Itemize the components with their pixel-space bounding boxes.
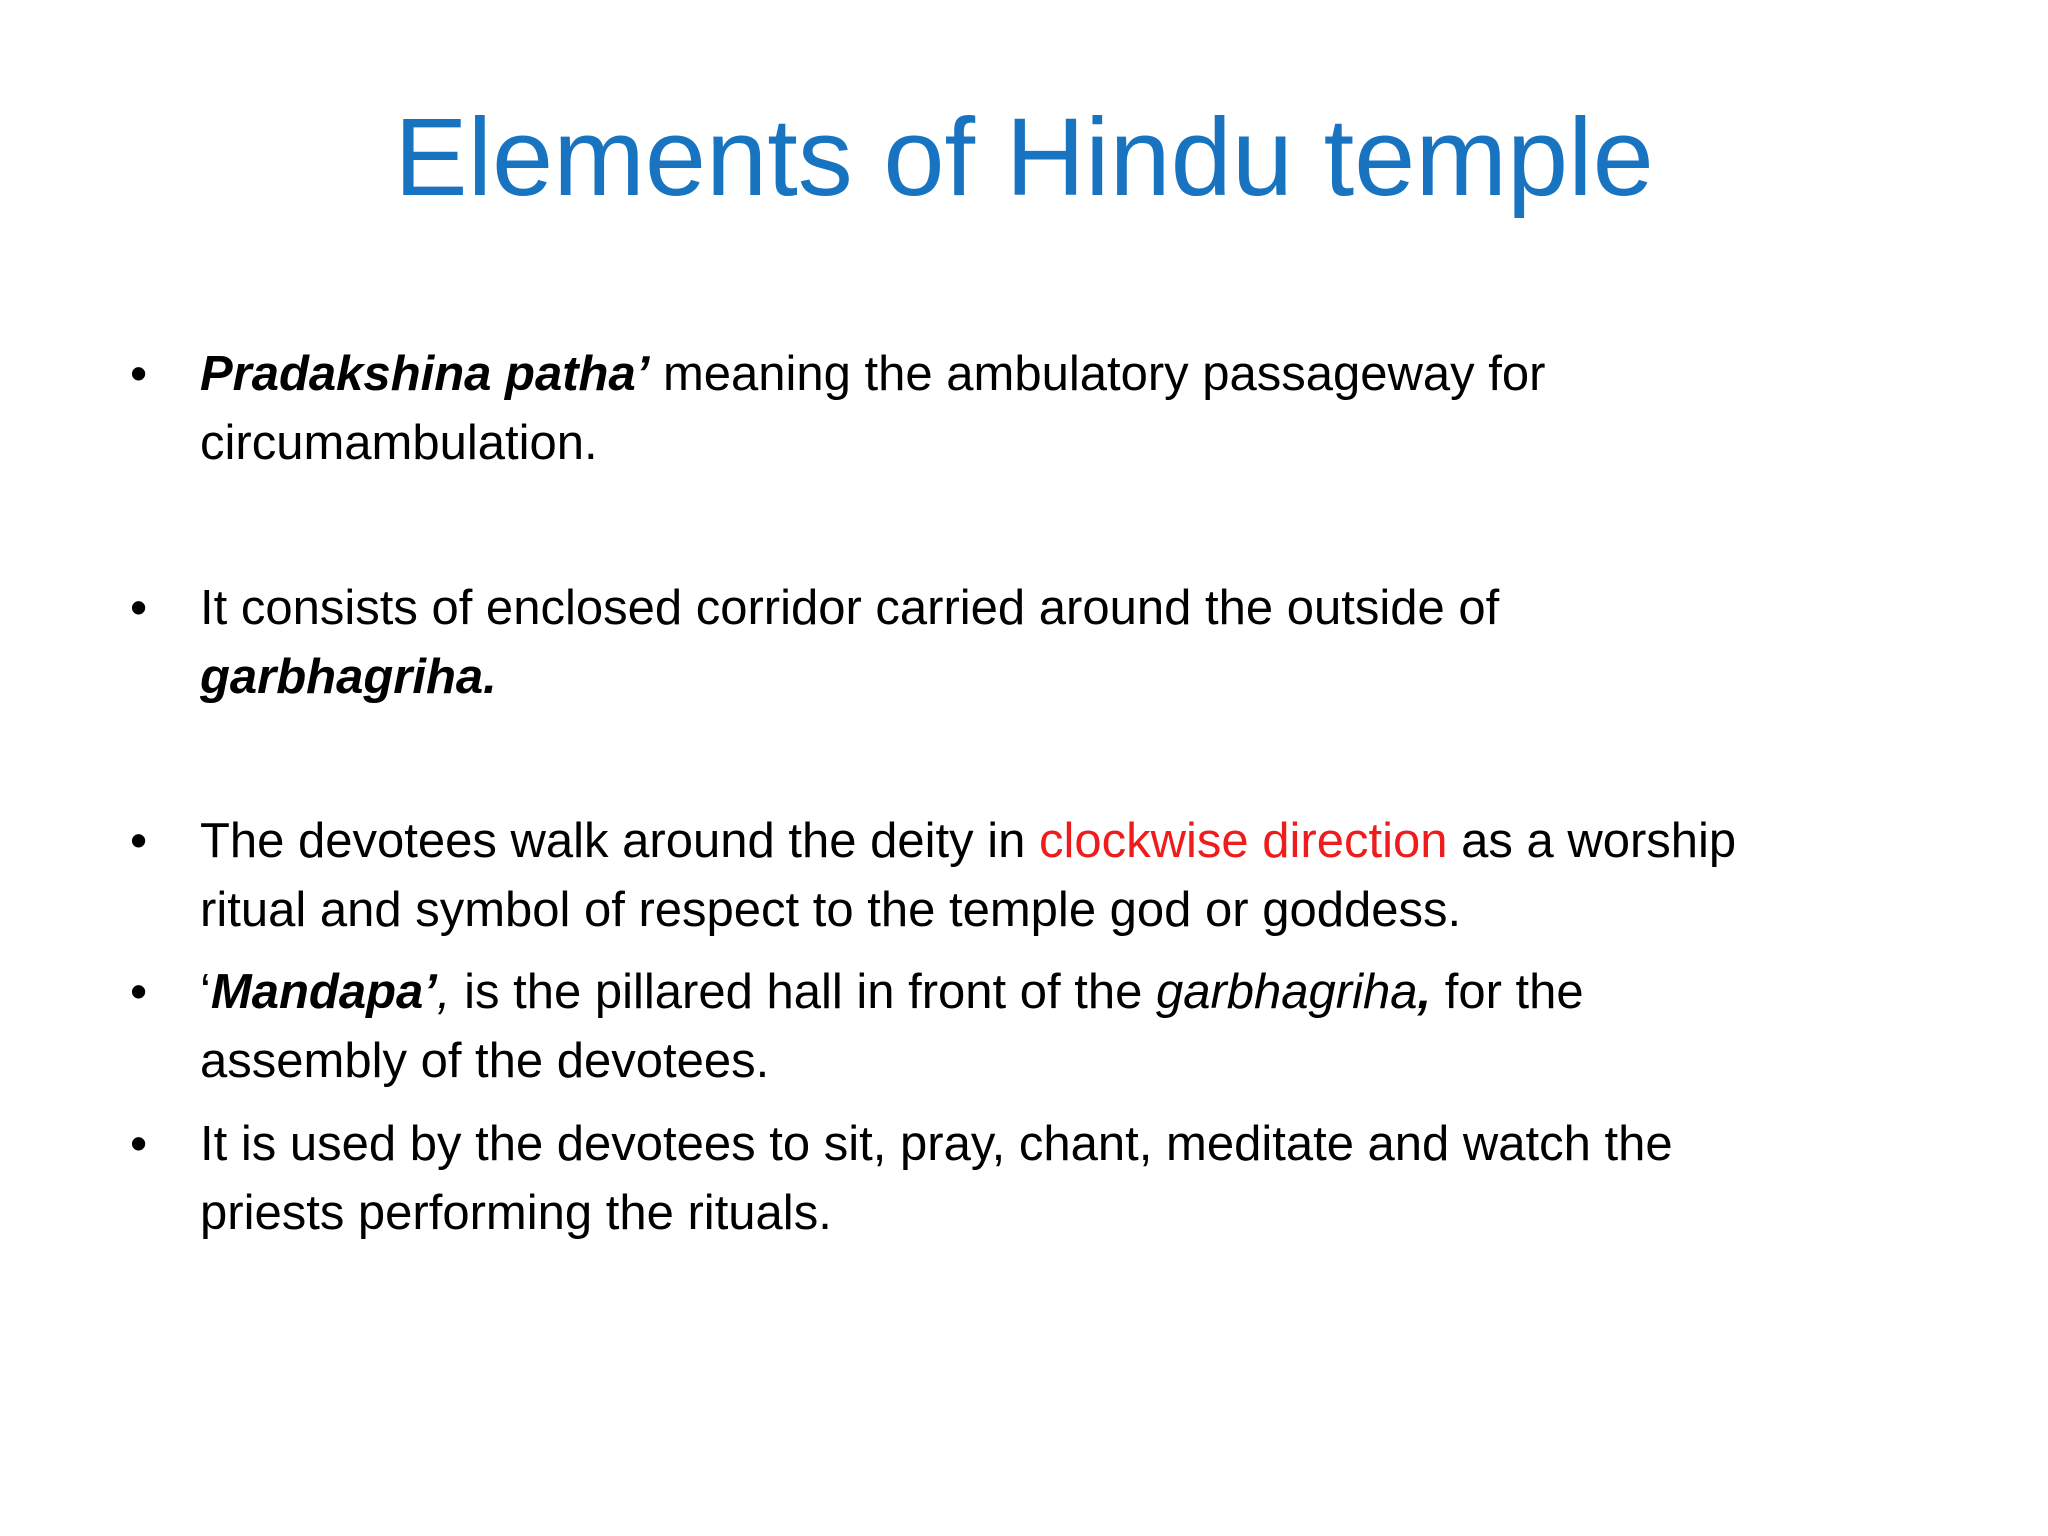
bullet-line [200,807,1900,876]
bullet-text: for the [1431,965,1584,1019]
bullet-text: It is used by the devotees to sit, pray, chant, meditate and watch the [200,1117,1673,1171]
bullet-item [130,340,1900,478]
bullet-line [200,1110,1900,1179]
bullet-line [200,1027,1900,1096]
bullet-text: circumambulation. [200,416,598,470]
bullet-text: The devotees walk around the deity in [200,814,1039,868]
bullet-line [200,409,1900,478]
bullet-item [130,807,1900,945]
bullet-line [200,1179,1900,1248]
term-mandapa: Mandapa’ [210,965,437,1019]
bullet-text: is the pillared hall in front of the [450,965,1156,1019]
bullet-line [200,876,1900,945]
bullet-text: meaning the ambulatory passageway for [649,347,1546,401]
bullet-marker: • [130,581,148,635]
bullet-text: as a worship [1447,814,1737,868]
term-garbhagriha: garbhagriha [1155,965,1418,1019]
comma: , [1417,965,1432,1019]
bullet-item [130,1110,1900,1248]
bullet-marker: • [130,965,148,1019]
bullet-text: priests performing the rituals. [200,1186,832,1240]
bullet-item [130,958,1900,1096]
term-pradakshina-patha: Pradakshina patha’ [200,347,650,401]
term-garbhagriha: garbhagriha. [200,650,497,704]
slide-title: Elements of Hindu temple [394,96,1654,219]
bullet-line [200,958,1900,1027]
bullet-text: It consists of enclosed corridor carried around the outside of [200,581,1500,635]
bullet-line [200,643,1900,712]
bullet-text: ritual and symbol of respect to the temple god or goddess. [200,883,1462,937]
comma: , [436,965,451,1019]
bullet-item [130,574,1900,712]
bullet-line [200,340,1900,409]
open-quote: ‘ [200,965,211,1019]
highlight-clockwise-direction: clockwise direction [1038,814,1448,868]
bullet-marker: • [130,1117,148,1171]
bullet-text: assembly of the devotees. [200,1034,770,1088]
bullet-line [200,574,1900,643]
bullet-marker: • [130,814,148,868]
bullet-marker: • [130,347,148,401]
